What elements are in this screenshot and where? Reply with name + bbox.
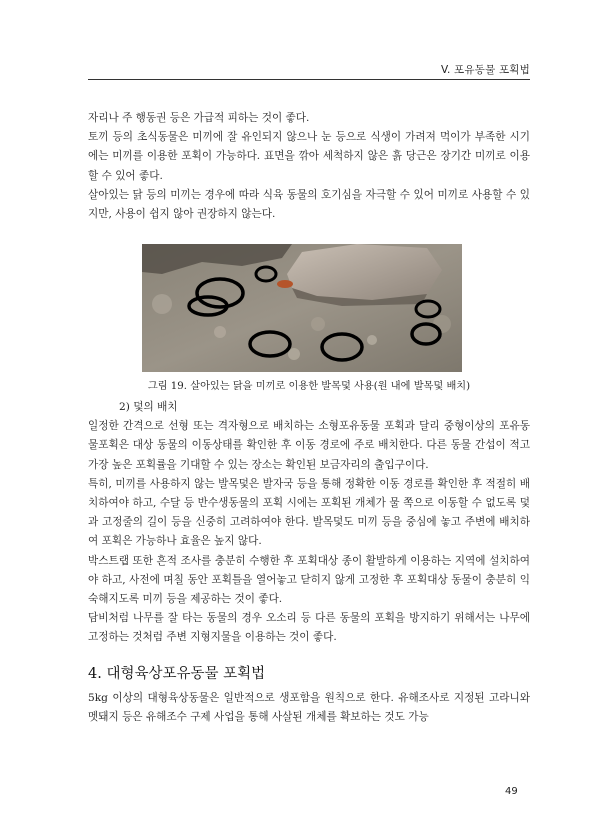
figure-photo — [142, 244, 462, 372]
section-title: 4. 대형육상포유동물 포획법 — [88, 666, 266, 682]
running-header-title: V. 포유동물 포획법 — [440, 64, 530, 76]
stone — [214, 326, 226, 338]
stone — [367, 335, 377, 345]
body-text-bottom — [88, 689, 530, 727]
chicken-bait — [277, 280, 293, 288]
paragraph: 살아있는 닭 등의 미끼는 경우에 따라 식육 동물의 호기심을 자극할 수 있어 미끼로 사용할 수 있지만, 사용이 쉽지 않아 권장하지 않는다. — [88, 188, 530, 221]
stone — [311, 317, 325, 331]
paragraph: 특히, 미끼를 사용하지 않는 발목덫은 발자국 등을 통해 정확한 이동 경로를 확인한 후 적절히 배치하여야 하고, 수달 등 반수생동물의 포획 시에는 포획된 개체가 물 쪽으로 이동할 수 없도록 덫과 고정줄의 길이 등을 신중히 고려하여야 한다. 발목덫도 미끼 등을 중심에 놓고 주변에 배치하여 포획은 가능하나 효율은 높지 않다. — [88, 477, 530, 548]
paragraph: 박스트랩 또한 흔적 조사를 충분히 수행한 후 포획대상 종이 활발하게 이용하는 지역에 설치하여야 하고, 사전에 며칠 동안 포획틀을 열어놓고 닫히지 않게 고정한 후 포획대상 동물이 충분히 익숙해지도록 미끼 등을 제공하는 것이 좋다. — [88, 554, 530, 606]
body-text-middle — [88, 398, 530, 648]
stone — [433, 315, 451, 333]
stone — [152, 294, 172, 314]
running-header — [88, 58, 530, 80]
paragraph: 5kg 이상의 대형육상동물은 일반적으로 생포함을 원칙으로 한다. 유해조사로 지정된 고라니와 멧돼지 등은 유해조수 구제 사업을 통해 사살된 개체를 확보하는 것도 가능 — [88, 692, 530, 724]
paragraph: 토끼 등의 초식동물은 미끼에 잘 유인되지 않으나 눈 등으로 식생이 가려져 먹이가 부족한 시기에는 미끼를 이용한 포획이 가능하다. 표면을 깎아 세척하지 않은 흙 당근은 장기간 미끼로 이용할 수 있어 좋다. — [88, 131, 530, 182]
header-rule — [88, 79, 530, 80]
page-number: 49 — [505, 786, 518, 797]
paragraph: 자리나 주 행동권 등은 가급적 피하는 것이 좋다. — [88, 112, 310, 124]
trap-photo — [142, 244, 462, 372]
paragraph: 담비처럼 나무를 잘 타는 동물의 경우 오소리 등 다른 동물의 포획을 방지하기 위해서는 나무에 고정하는 것처럼 주변 지형지물을 이용하는 것이 좋다. — [88, 612, 530, 644]
paragraph: 일정한 간격으로 선형 또는 격자형으로 배치하는 소형포유동물 포획과 달리 중형이상의 포유동물포획은 대상 동물의 이동상태를 확인한 후 이동 경로에 주로 배치한다. 다른 동물 간섭이 적고 가장 높은 포획률을 기대할 수 있는 장소는 확인된 보금자리의 출입구이다. — [88, 420, 530, 471]
body-text-top — [88, 109, 530, 224]
figure-caption: 그림 19. 살아있는 닭을 미끼로 이용한 발목덫 사용(원 내에 발목덫 배치) — [147, 381, 471, 392]
boulder — [287, 244, 442, 300]
subheading: 2) 덫의 배치 — [119, 401, 178, 413]
